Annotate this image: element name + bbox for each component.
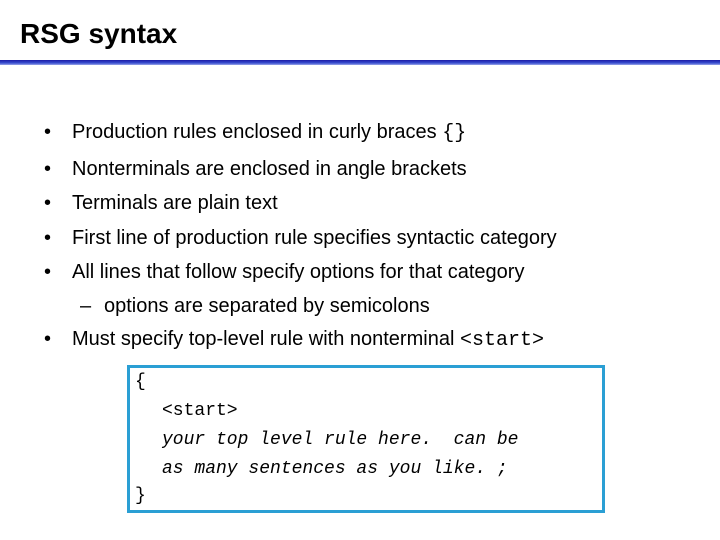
code-start-tag: <start> [162,401,238,421]
bullet-text: Must specify top-level rule with nonterminal [72,328,460,350]
code-line-1: your top level rule here. can be [162,430,519,450]
sub-bullet-text: options are separated by semicolons [104,295,430,317]
code-example-box [127,365,605,513]
bullet-dot-icon: • [44,192,52,214]
dash-icon: – [80,295,92,317]
code-line-2: as many sentences as you like. ; [162,459,508,479]
bullet-text: All lines that follow specify options for that category [72,261,525,283]
bullet-text: First line of production rule specifies syntactic category [72,227,557,249]
bullet-text: Terminals are plain text [72,192,278,214]
bullet-dot-icon: • [44,121,52,143]
bullet-text: Nonterminals are enclosed in angle brackets [72,158,467,180]
bullet-dot-icon: • [44,227,52,249]
code-close-brace: } [135,486,146,506]
slide-title: RSG syntax [20,18,178,49]
curly-braces-code: {} [442,122,467,145]
bullet-text: Production rules enclosed in curly braces [72,121,443,143]
bullet-dot-icon: • [44,328,52,350]
bullet-dot-icon: • [44,261,52,283]
code-open-brace: { [135,372,146,392]
start-nonterminal-code: <start> [459,329,544,352]
bullet-dot-icon: • [44,158,52,180]
